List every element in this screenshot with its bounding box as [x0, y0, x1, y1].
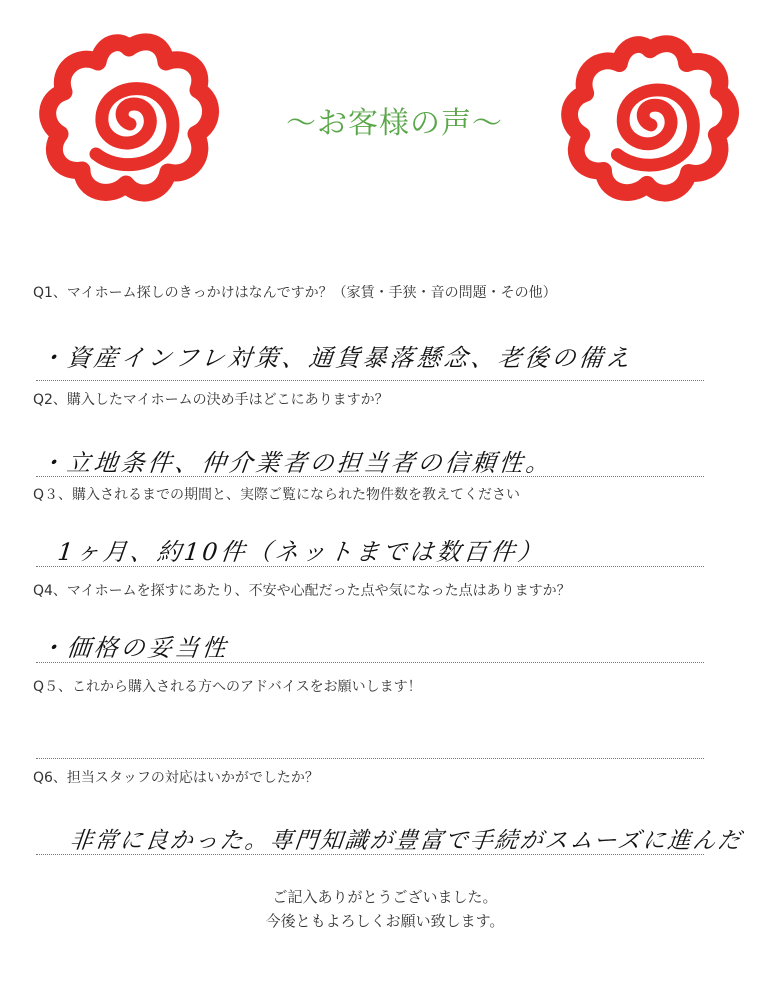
answer-line-6: [36, 854, 704, 855]
answer-line-2: [36, 476, 704, 477]
question-5-label: Q５、これから購入される方へのアドバイスをお願いします！: [33, 679, 422, 695]
question-6-label: Q6、担当スタッフの対応はいかがでしたか？: [33, 770, 319, 786]
page-title: ～お客様の声～: [286, 106, 503, 141]
question-2-label: Q2、購入したマイホームの決め手はどこにありますか？: [33, 392, 389, 408]
question-3-label: Q３、購入されるまでの期間と、実際ご覧になられた物件数を教えてください: [33, 487, 521, 503]
question-6-answer: 非常に良かった。専門知識が豊富で手続がスムーズに進んだ: [68, 828, 744, 854]
answer-line-5: [36, 758, 704, 759]
closing-thanks: ご記入ありがとうございました。: [272, 888, 498, 906]
answer-line-1: [36, 380, 704, 381]
question-2-answer: ・立地条件、仲介業者の担当者の信頼性。: [38, 449, 555, 477]
red-flower-decoration-right: [560, 32, 740, 208]
answer-line-4: [36, 662, 704, 663]
question-1-answer: ・資産インフレ対策、通貨暴落懸念、老後の備え: [38, 344, 635, 372]
closing-regards: 今後ともよろしくお願い致します。: [265, 912, 505, 930]
question-4-label: Q4、マイホームを探すにあたり、不安や心配だった点や気になった点はありますか？: [33, 583, 571, 599]
question-3-answer: 1ヶ月、約10件（ネットまでは数百件）: [56, 538, 547, 566]
answer-line-3: [36, 566, 704, 567]
question-4-answer: ・価格の妥当性: [38, 634, 231, 662]
red-flower-decoration-left: [38, 30, 220, 208]
question-1-label: Q1、マイホーム探しのきっかけはなんですか？（家賃・手狭・音の問題・その他）: [33, 285, 557, 301]
